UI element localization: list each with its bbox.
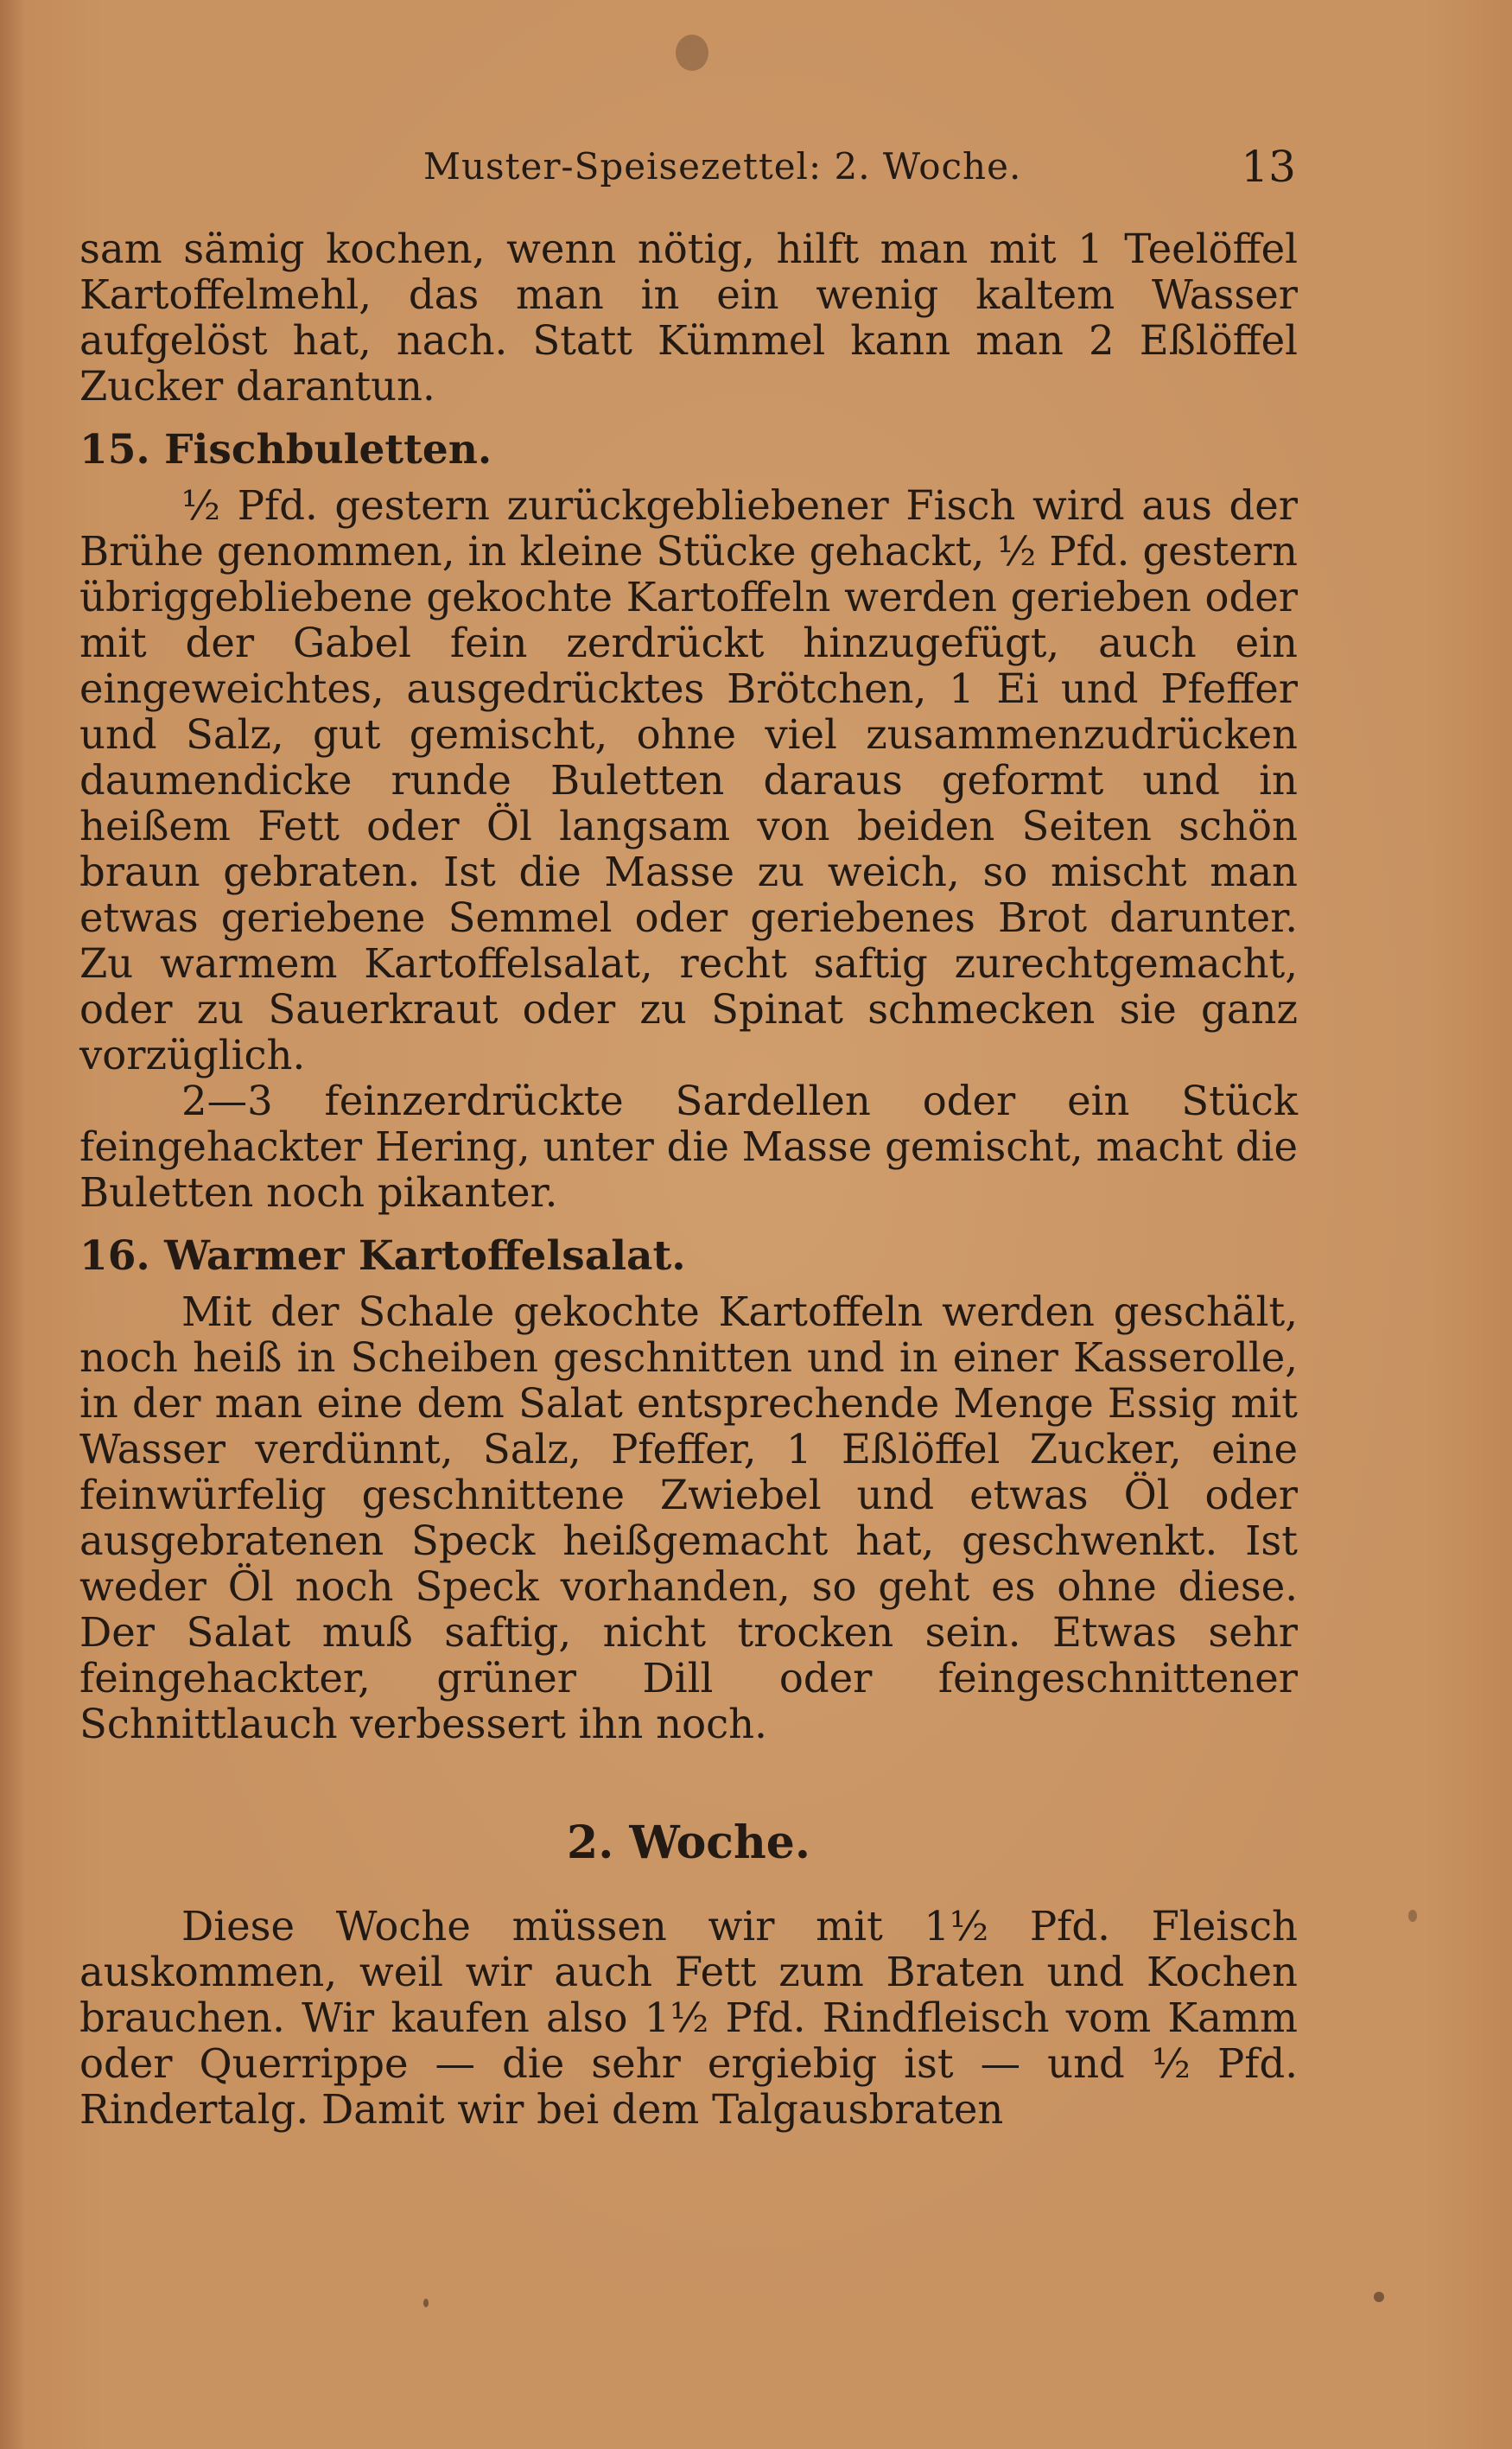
recipe-title: Fischbuletten.	[164, 426, 492, 474]
section-paragraph-1: Diese Woche müssen wir mit 1½ Pfd. Fleisch auskommen, weil wir auch Fett zum Braten und Kochen brauchen. Wir kaufen also 1½ Pfd. Rindfleisch vom Kamm oder Querrippe — die sehr ergiebig ist — und ½ Pfd. Rindertalg. Damit wir bei dem Talgausbraten	[79, 1903, 1298, 2133]
recipe-heading-16	[79, 1233, 1298, 1279]
recipe-16-paragraph-1: Mit der Schale gekochte Kartoffeln werden geschält, noch heiß in Scheiben geschnitten und in einer Kasserolle, in der man eine dem Salat entsprechende Menge Essig mit Wasser verdünnt, Salz, Pfeffer, 1 Eßlöffel Zucker, eine feinwürfelig geschnittene Zwiebel und etwas Öl oder ausgebratenen Speck heißgemacht hat, geschwenkt. Ist weder Öl noch Speck vorhanden, so geht es ohne diese. Der Salat muß saftig, nicht trocken sein. Etwas sehr feingehackter, grüner Dill oder feingeschnittener Schnittlauch verbessert ihn noch.	[79, 1288, 1298, 1747]
section-heading: 2. Woche.	[567, 1816, 810, 1869]
paper-speck	[1374, 2292, 1384, 2302]
running-head: Muster-Speisezettel: 2. Woche.	[423, 145, 1022, 188]
recipe-15-paragraph-2: 2—3 feinzerdrückte Sardellen oder ein Stück feingehackter Hering, unter die Masse gemischt, macht die Buletten noch pikanter.	[79, 1078, 1298, 1216]
page-header	[78, 138, 1296, 199]
paper-speck	[423, 2299, 429, 2307]
paper-speck	[1408, 1910, 1417, 1922]
recipe-number: 15.	[79, 426, 150, 474]
recipe-15-paragraph-1: ½ Pfd. gestern zurückgebliebener Fisch wird aus der Brühe genommen, in kleine Stücke gehackt, ½ Pfd. gestern übriggebliebene gekochte Kartoffeln werden gerieben oder mit der Gabel fein zerdrückt hinzugefügt, auch ein eingeweichtes, ausgedrücktes Brötchen, 1 Ei und Pfeffer und Salz, gut gemischt, ohne viel zusammenzudrücken daumendicke runde Buletten daraus geformt und in heißem Fett oder Öl langsam von beiden Seiten schön braun gebraten. Ist die Masse zu weich, so mischt man etwas geriebene Semmel oder geriebenes Brot darunter. Zu warmem Kartoffelsalat, recht saftig zurechtgemacht, oder zu Sauerkraut oder zu Spinat schmecken sie ganz vorzüglich.	[79, 482, 1298, 1078]
recipe-number: 16.	[79, 1232, 150, 1280]
continuation-paragraph: sam sämig kochen, wenn nötig, hilft man mit 1 Teelöffel Kartoffelmehl, das man in ein wenig kaltem Wasser aufgelöst hat, nach. Statt Kümmel kann man 2 Eßlöffel Zucker darantun.	[79, 226, 1298, 410]
page-body	[79, 226, 1298, 2133]
paper-speck	[676, 35, 708, 71]
recipe-heading-15	[79, 427, 1298, 473]
page-number: 13	[1241, 142, 1296, 192]
recipe-title: Warmer Kartoffelsalat.	[164, 1232, 686, 1280]
